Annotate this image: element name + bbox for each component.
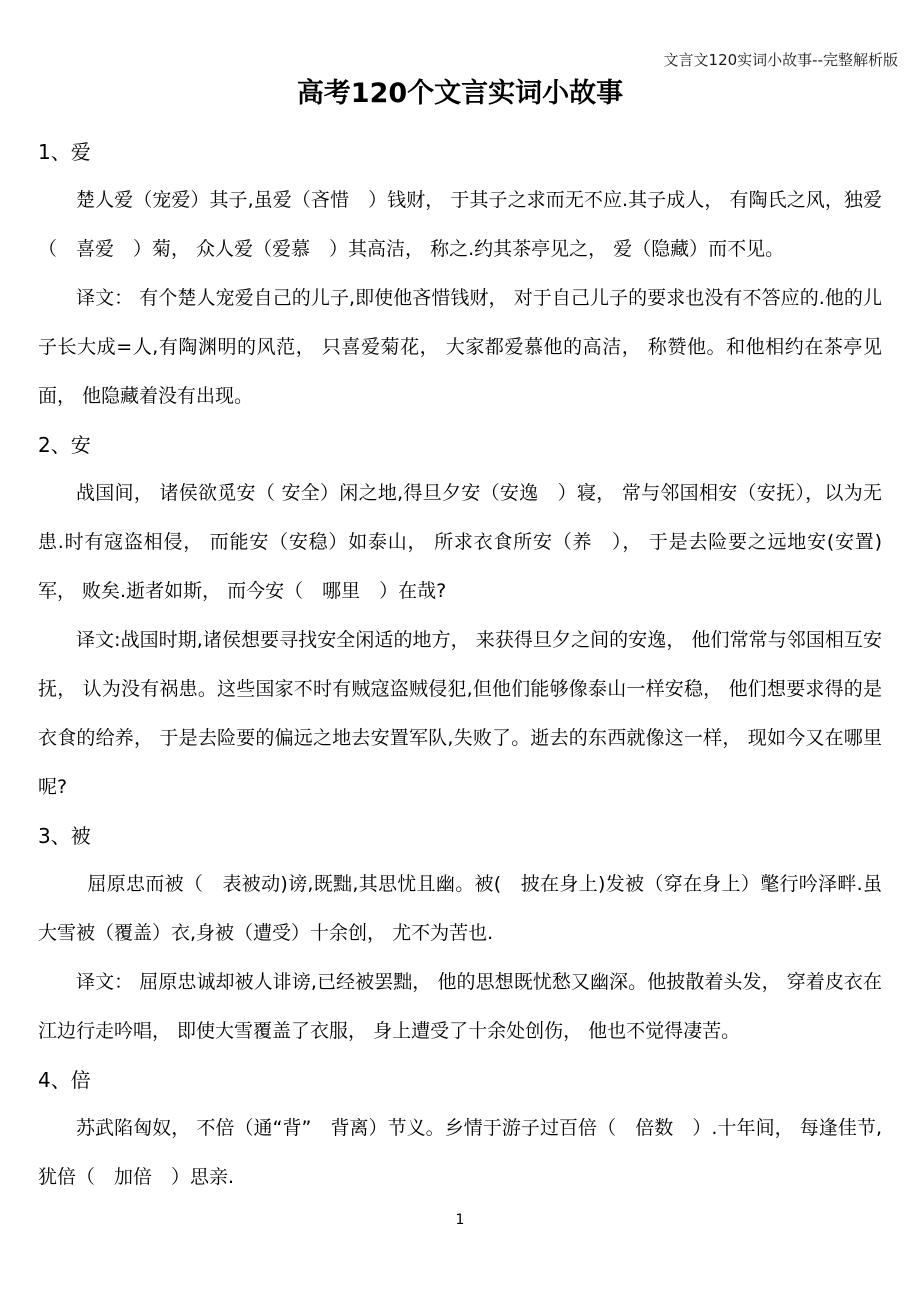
page-number: 1	[455, 1212, 465, 1228]
translation-paragraph: 译文： 有个楚人宠爱自己的儿子,即使他吝惜钱财， 对于自己儿子的要求也没有不答应的.他的儿子长大成=人,有陶渊明的风范， 只喜爱菊花， 大家都爱慕他的高洁， 称赞他。和他相约在茶亭见面， 他隐藏着没有出现。	[38, 287, 882, 407]
section-3-bei	[38, 812, 882, 1056]
document-title: 高考120个文言实词小故事	[296, 78, 624, 109]
section-heading: 3、被	[38, 824, 91, 848]
translation-paragraph: 译文:战国时期,诸侯想要寻找安全闲适的地方， 来获得旦夕之间的安逸， 他们常常与邻国相互安抚， 认为没有祸患。这些国家不时有贼寇盗贼侵犯,但他们能够像泰山一样安稳， 他们想要求得的是衣食的给养， 于是去险要的偏远之地去安置军队,失败了。逝去的东西就像这一样， 现如今又在哪里呢?	[38, 629, 882, 798]
story-paragraph: 楚人爱（宠爱）其子,虽爱（吝惜 ）钱财， 于其子之求而无不应.其子成人， 有陶氏之风，独爱（ 喜爱 ）菊， 众人爱（爱慕 ）其高洁， 称之.约其茶亭见之， 爱（隐藏）而不见。	[38, 189, 882, 260]
section-4-bei2	[38, 1056, 882, 1202]
story-paragraph: 苏武陷匈奴， 不倍（通“背” 背离）节义。乡情于游子过百倍（ 倍数 ）.十年间， 每逢佳节,犹倍（ 加倍 ）思亲.	[38, 1117, 882, 1188]
story-paragraph: 战国间， 诸侯欲觅安（ 安全）闲之地,得旦夕安（安逸 ）寝， 常与邻国相安（安抚），以为无患.时有寇盗相侵， 而能安（安稳）如泰山， 所求衣食所安（养 ）， 于是去险要之远地安(安置)军， 败矣.逝者如斯， 而今安（ 哪里 ）在哉?	[38, 482, 882, 602]
section-heading: 2、安	[38, 433, 91, 457]
document-header-text: 文言文120实词小故事--完整解析版	[663, 51, 898, 69]
story-paragraph: 屈原忠而被（ 表被动)谤,既黜,其思忧且幽。被( 披在身上)发被（穿在身上）氅行吟泽畔.虽大雪被（覆盖）衣,身被（遭受）十余创， 尤不为苦也.	[38, 873, 882, 944]
section-1-ai	[38, 128, 882, 421]
section-heading: 1、爱	[38, 140, 91, 164]
section-2-an	[38, 421, 882, 812]
translation-paragraph: 译文： 屈原忠诚却被人诽谤,已经被罢黜， 他的思想既忧愁又幽深。他披散着头发， 穿着皮衣在江边行走吟唱， 即使大雪覆盖了衣服， 身上遭受了十余处创伤， 他也不觉得凄苦。	[38, 971, 882, 1042]
section-heading: 4、倍	[38, 1068, 91, 1092]
